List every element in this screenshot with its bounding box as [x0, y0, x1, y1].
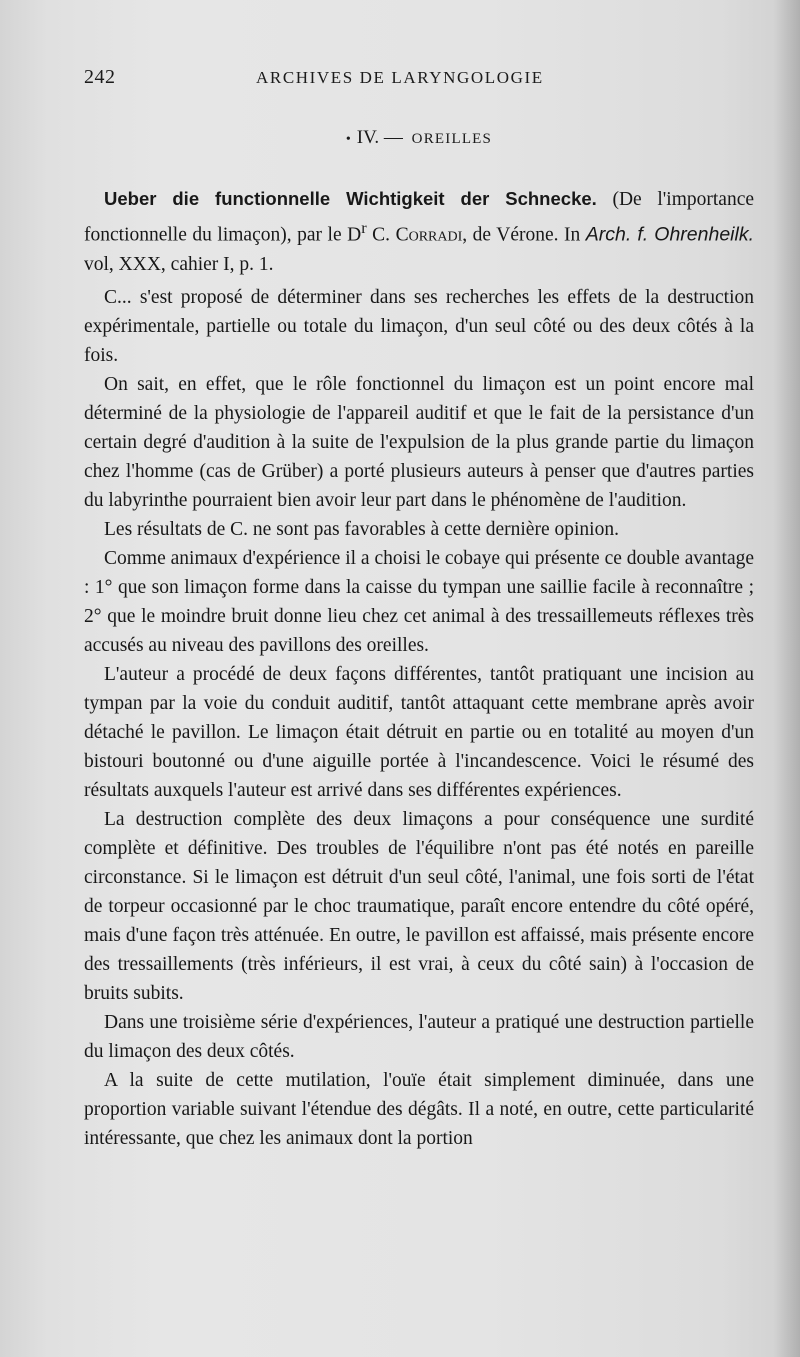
citation-author: C. Corradi [366, 224, 463, 246]
page-number: 242 [84, 66, 116, 88]
citation-title-french: (De l'importance fonctionnelle du limaçon), par le D [84, 189, 754, 246]
paragraph: Dans une troisième série d'expériences, l'auteur a pratiqué une destruction partielle du limaçon des deux côtés. [84, 1011, 754, 1062]
citation-reference: vol, XXX, cahier I, p. 1. [84, 253, 274, 275]
paragraph: L'auteur a procédé de deux façons différentes, tantôt pratiquant une incision au tympan par la voie du conduit auditif, tantôt attaquant cette membrane après avoir détaché le pavillon. Le limaçon était détruit en partie ou en totalité au moyen d'un bistouri boutonné ou d'une aiguille portée à l'incandescence. Voici le résumé des résultats auxquels l'auteur est arrivé dans ses différentes expériences. [84, 663, 754, 801]
citation [84, 184, 754, 279]
paragraph: C... s'est proposé de déterminer dans ses recherches les effets de la destruction expérimentale, partielle ou totale du limaçon, d'un seul côté ou des deux côtés à la fois. [84, 286, 754, 366]
section-heading [84, 127, 754, 149]
citation-title-sup: r [361, 219, 367, 237]
paragraph: Les résultats de C. ne sont pas favorables à cette dernière opinion. [104, 518, 619, 540]
article-body [84, 184, 754, 1153]
paragraph: La destruction complète des deux limaçons a pour conséquence une surdité complète et définitive. Des troubles de l'équilibre n'ont pas été notés en pareille circonstance. Si le limaçon est détruit d'un seul côté, l'animal, une fois sorti de l'état de torpeur occasionné par le choc traumatique, paraît encore entendre du côté opéré, mais d'une façon très atténuée. En outre, le pavillon est affaissé, mais présente encore des tressaillements (très inférieurs, il est vrai, à ceux du côté sain) à l'occasion de bruits subits. [84, 808, 754, 1004]
running-header [84, 66, 754, 96]
paragraph: Comme animaux d'expérience il a choisi le cobaye qui présente ce double avantage : 1° que son limaçon forme dans la caisse du tympan une saillie facile à reconnaître ; 2° que le moindre bruit donne lieu chez cet animal à des tressaillemeuts réflexes très accusés au niveau des pavillons des oreilles. [84, 547, 755, 656]
journal-title: ARCHIVES DE LARYNGOLOGIE [256, 68, 544, 87]
citation-place: , de Vérone. In [462, 224, 586, 246]
citation-journal: Arch. f. Ohrenheilk. [585, 223, 754, 246]
paragraph: A la suite de cette mutilation, l'ouïe était simplement diminuée, dans une proportion variable suivant l'étendue des dégâts. Il a noté, en outre, cette particularité intéressante, que chez les animaux dont la portion [84, 1069, 754, 1149]
paragraph: On sait, en effet, que le rôle fonctionnel du limaçon est un point encore mal déterminé de la physiologie de l'appareil auditif et que le fait de la persistance d'un certain degré d'audition à la suite de l'expulsion de la plus grande partie du limaçon chez l'homme (cas de Grüber) a porté plusieurs auteurs à penser que d'autres parties du labyrinthe pourraient bien avoir leur part dans le phénomène de l'audition. [84, 373, 754, 511]
section-number: IV. — [356, 127, 403, 148]
section-label: OREILLES [411, 131, 493, 147]
section-bullet: • [345, 132, 351, 147]
citation-title-german: Ueber die functionnelle Wichtigkeit der Schnecke. [104, 188, 597, 209]
